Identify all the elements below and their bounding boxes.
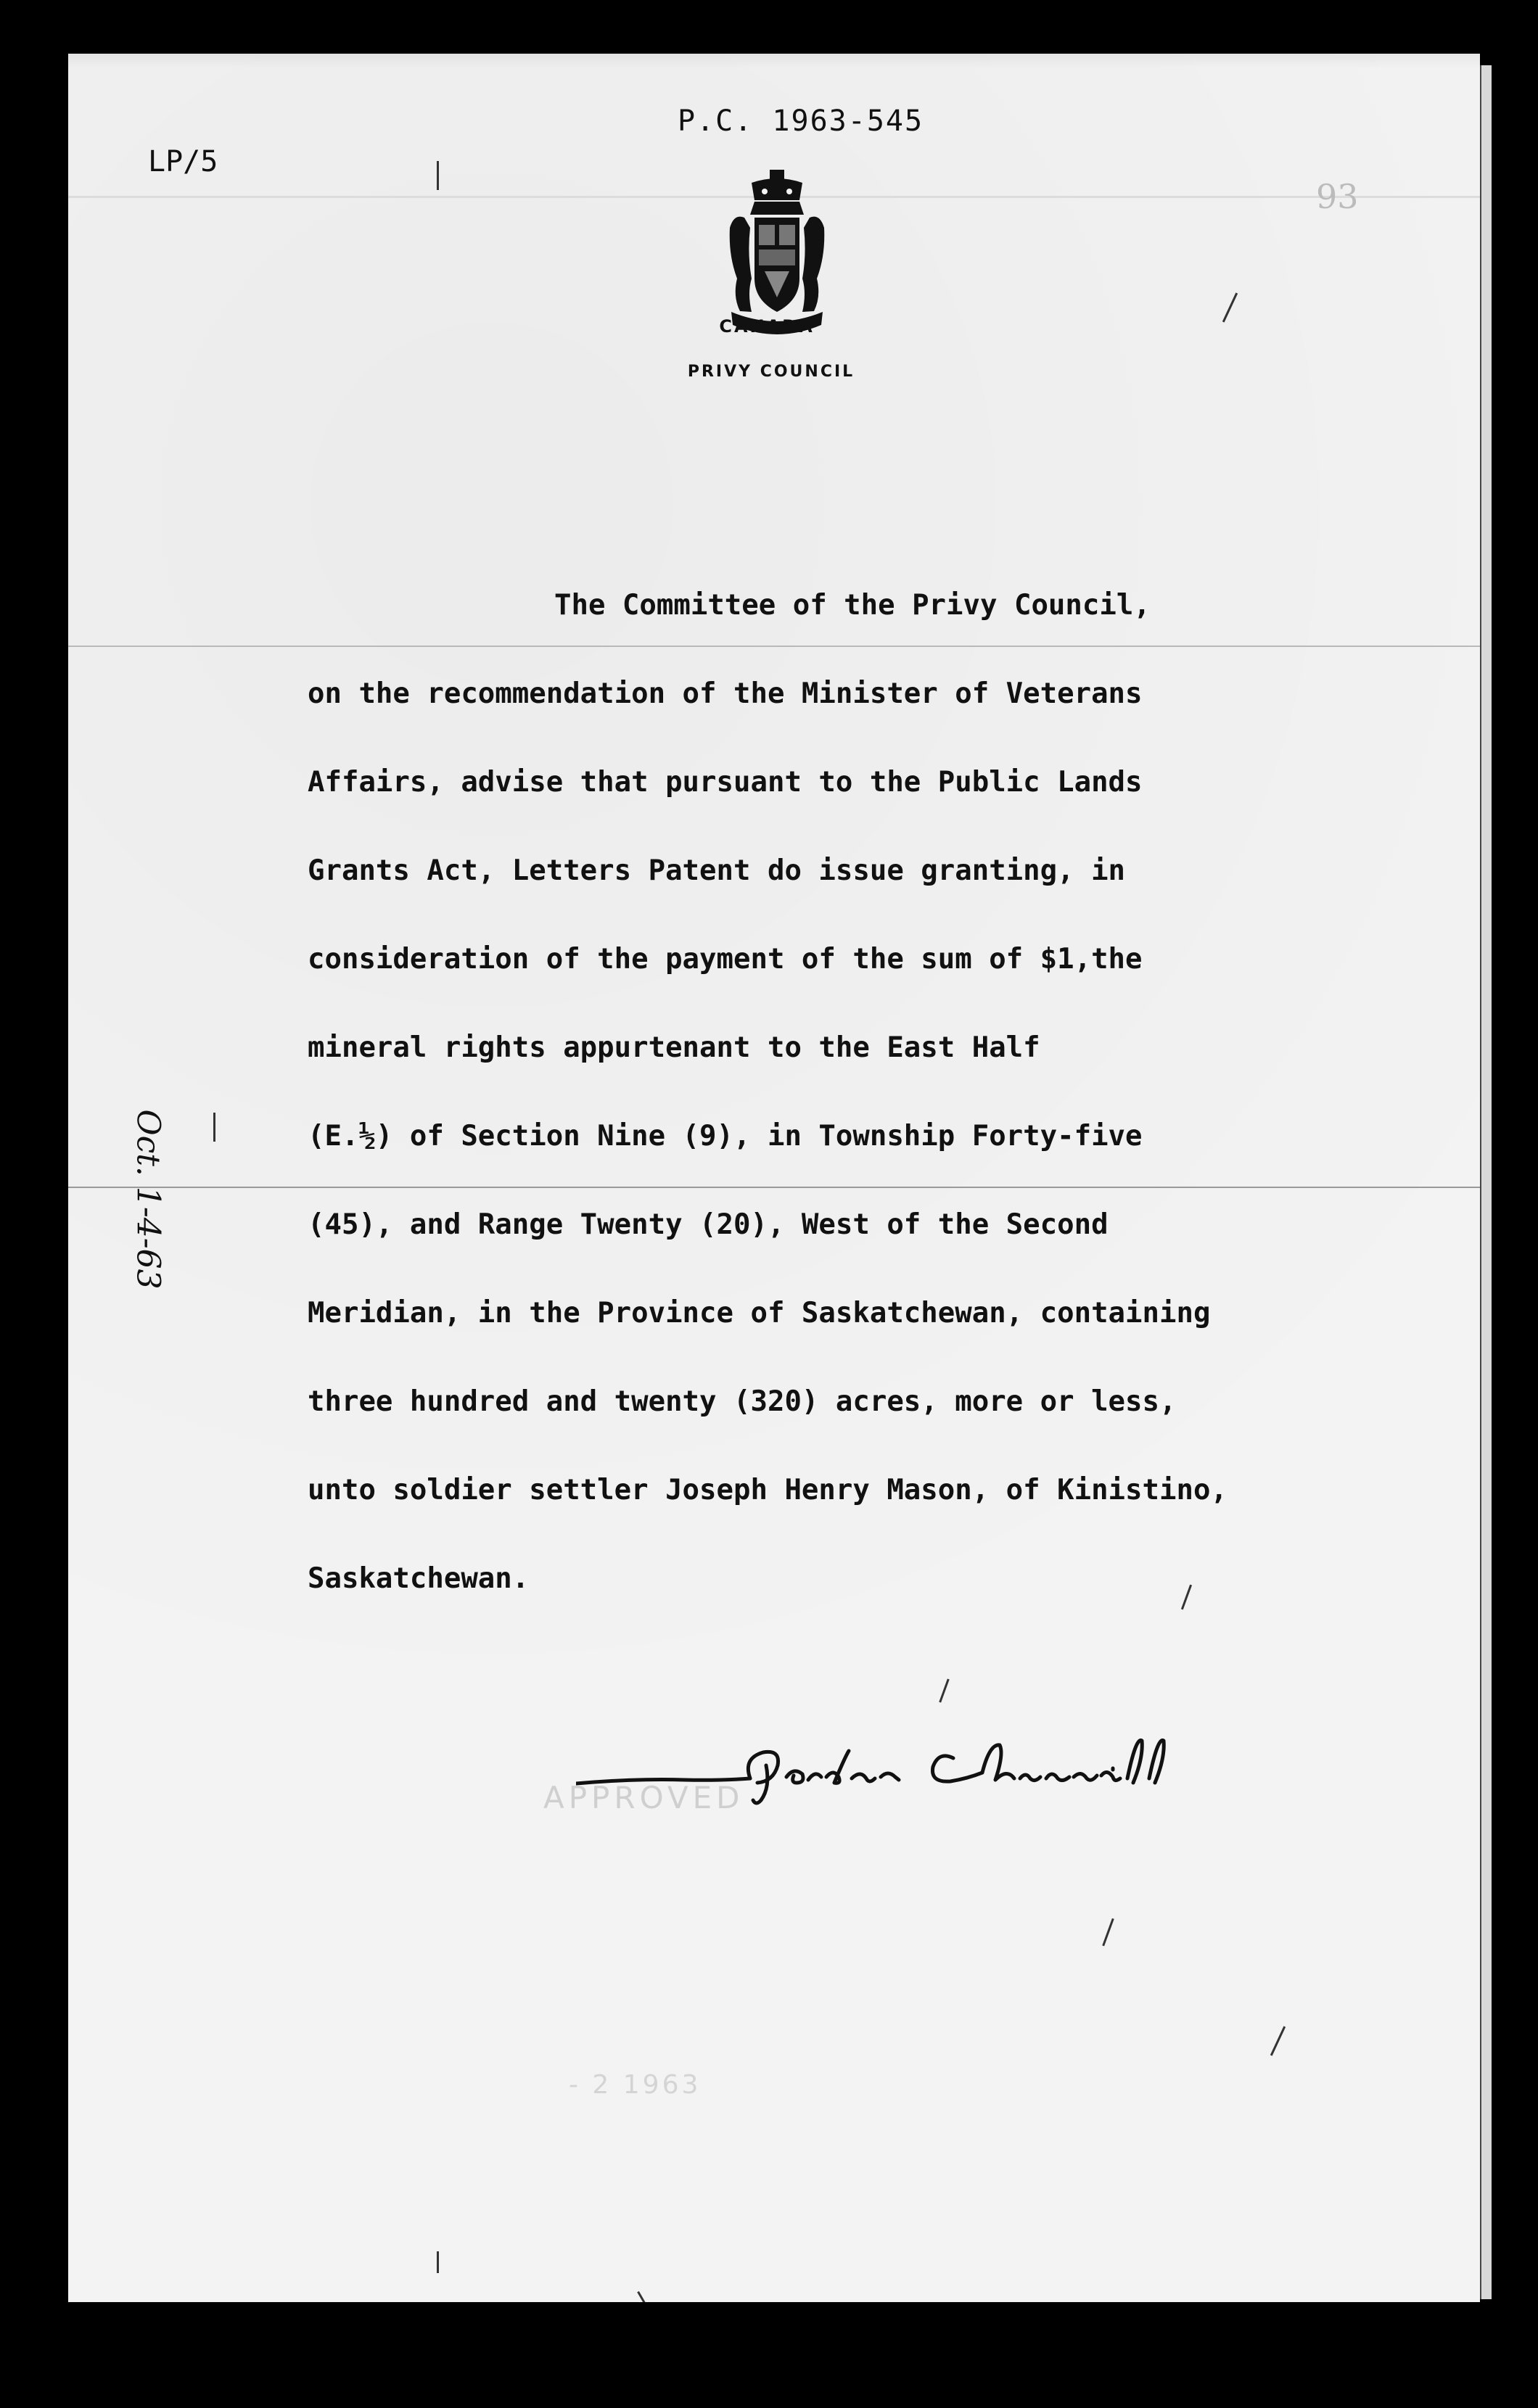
order-body (308, 561, 1410, 1623)
scan-mark (939, 1679, 949, 1703)
scan-mark (437, 2251, 439, 2273)
folio-number: 93 (1316, 177, 1359, 216)
body-line: Affairs, advise that pursuant to the Public Lands (308, 766, 1143, 799)
body-line: on the recommendation of the Minister of Veterans (308, 677, 1143, 710)
body-line: Saskatchewan. (308, 1562, 530, 1595)
body-line: three hundred and twenty (320) acres, more or less, (308, 1385, 1177, 1418)
scan-mark (1270, 2026, 1286, 2056)
body-line: Grants Act, Letters Patent do issue granting, in (308, 854, 1126, 887)
body-line: (45), and Range Twenty (20), West of the Second (308, 1208, 1109, 1241)
body-line: Meridian, in the Province of Saskatchewan, containing (308, 1297, 1211, 1329)
scan-mark (637, 2291, 648, 2302)
body-line: (E.½) of Section Nine (9), in Township Forty-five (308, 1120, 1143, 1153)
page-edge (1480, 65, 1492, 2299)
reference-code: LP/5 (148, 145, 218, 178)
scan-mark (437, 161, 439, 190)
office-label: PRIVY COUNCIL (687, 363, 855, 381)
scan-mark (213, 1113, 215, 1142)
order-number: P.C. 1963-545 (678, 104, 924, 138)
body-line: The Committee of the Privy Council, (554, 589, 1151, 622)
scan-mark (1102, 1918, 1114, 1947)
document-page (68, 54, 1480, 2302)
body-line: unto soldier settler Joseph Henry Mason, of Kinistino, (308, 1474, 1227, 1506)
date-stamp: - 2 1963 (569, 2070, 702, 2100)
margin-note: Oct. 1-4-63 (129, 1109, 167, 1290)
body-line: mineral rights appurtenant to the East Half (308, 1031, 1040, 1064)
country-label: CANADA (719, 316, 815, 337)
body-line: consideration of the payment of the sum of $1,the (308, 943, 1143, 976)
approved-stamp: APPROVED (543, 1780, 744, 1815)
